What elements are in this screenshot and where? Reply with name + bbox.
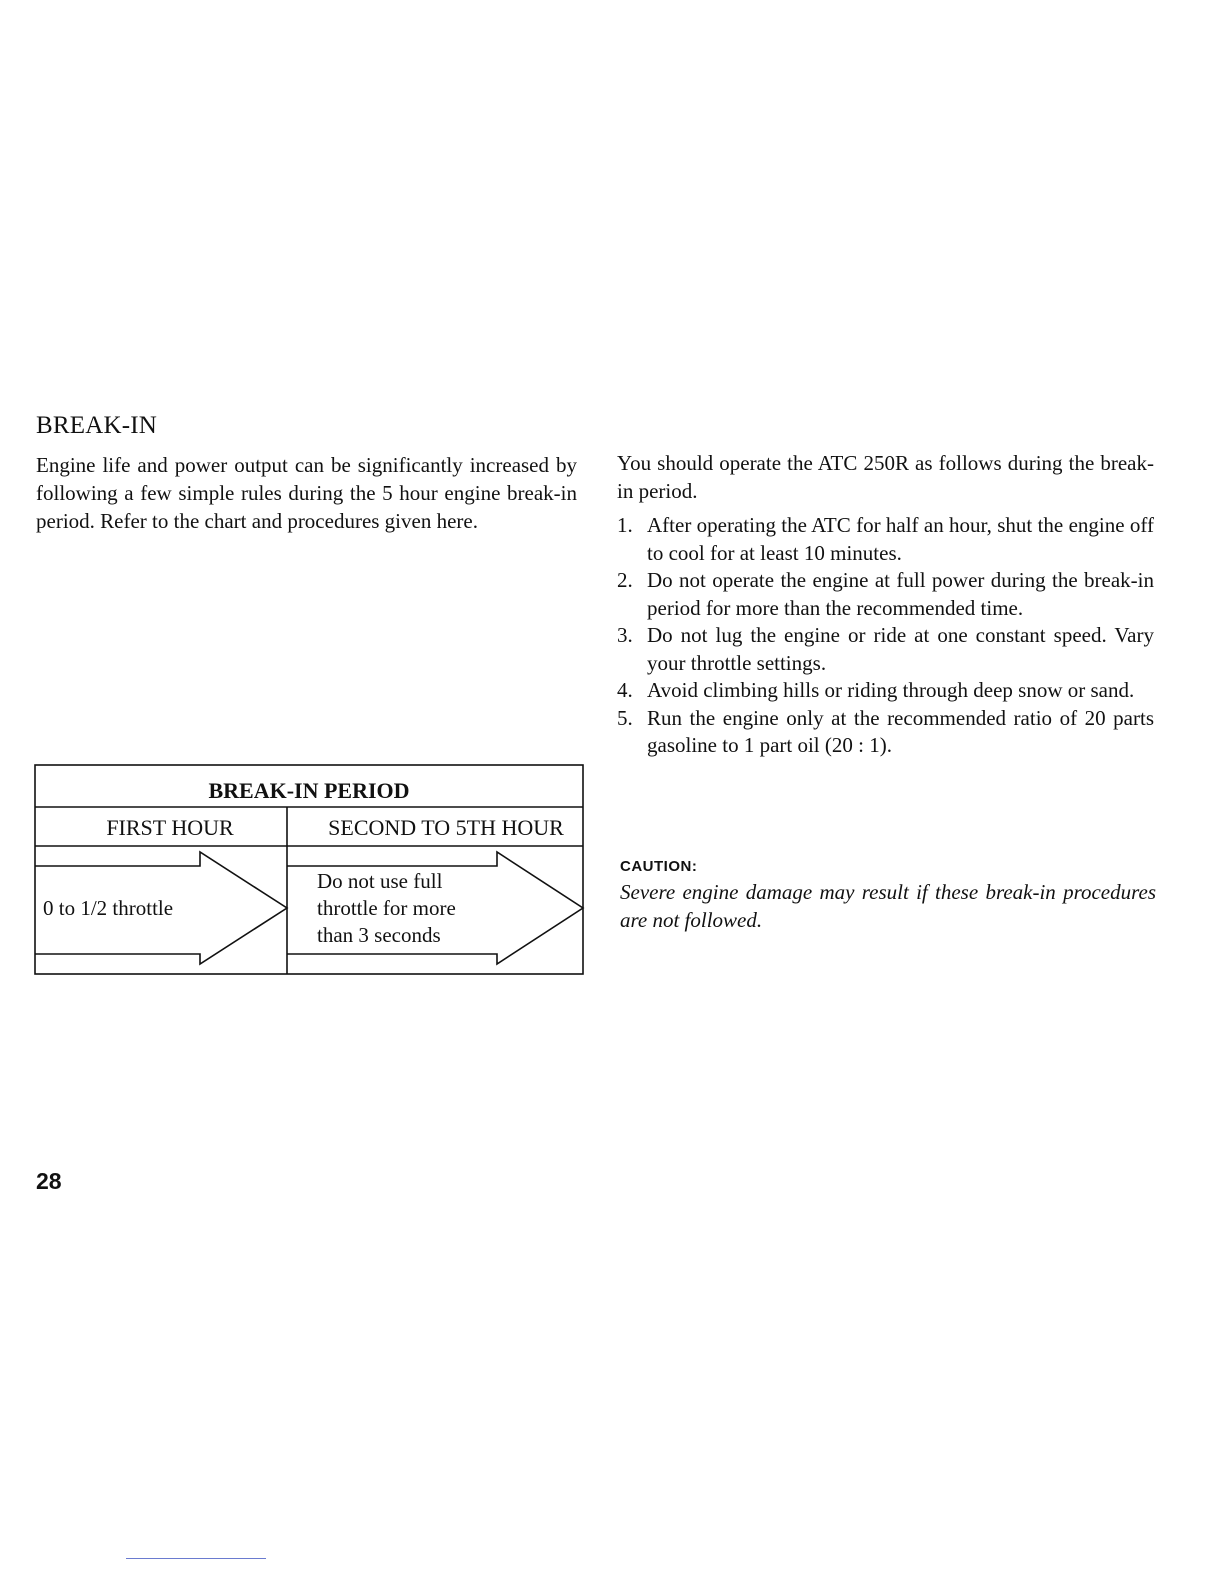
procedure-step-5 [617,705,1154,760]
step-number: 5. [617,705,633,730]
step-number: 1. [617,513,633,537]
chart-title: BREAK-IN PERIOD [208,778,410,803]
procedure-step-1 [617,512,1154,567]
step-number: 4. [617,678,633,702]
column-header-first-hour: FIRST HOUR [106,815,234,840]
procedures-list [617,512,1154,760]
first-hour-instruction: 0 to 1/2 throttle [43,896,174,920]
procedure-step-3 [617,622,1154,677]
step-text: Run the engine only at the recommended ratio of 20 parts gasoline to 1 part oil (20 : 1). [647,705,1154,757]
caution-text: Severe engine damage may result if these break-in procedures are not followed. [620,880,1156,932]
procedure-step-2 [617,567,1154,622]
step-number: 3. [617,623,633,647]
procedures-intro: You should operate the ATC 250R as follows during the break-in period. [617,451,1154,503]
step-text: After operating the ATC for half an hour, shut the engine off to cool for at least 10 minutes. [647,513,1154,565]
step-text: Do not operate the engine at full power during the break-in period for more than the recommended time. [647,568,1154,620]
step-number: 2. [617,568,633,592]
column-header-second-to-fifth-hour: SECOND TO 5TH HOUR [328,815,564,840]
procedure-step-4 [617,677,1154,705]
caution-label: CAUTION: [620,858,698,875]
intro-paragraph: Engine life and power output can be significantly increased by following a few simple rules during the 5 hour engine break-in period. Refer to the chart and procedures given here. [36,453,577,533]
page-number: 28 [36,1168,62,1194]
step-text: Do not lug the engine or ride at one constant speed. Vary your throttle settings. [647,623,1154,675]
section-heading: BREAK-IN [36,412,158,439]
second-to-fifth-instruction-line-2: throttle for more [317,896,456,920]
second-to-fifth-instruction-line-1: Do not use full [317,869,443,893]
step-text: Avoid climbing hills or riding through deep snow or sand. [647,678,1135,702]
second-to-fifth-instruction-line-3: than 3 seconds [317,923,441,947]
bottom-rule [126,1558,266,1559]
